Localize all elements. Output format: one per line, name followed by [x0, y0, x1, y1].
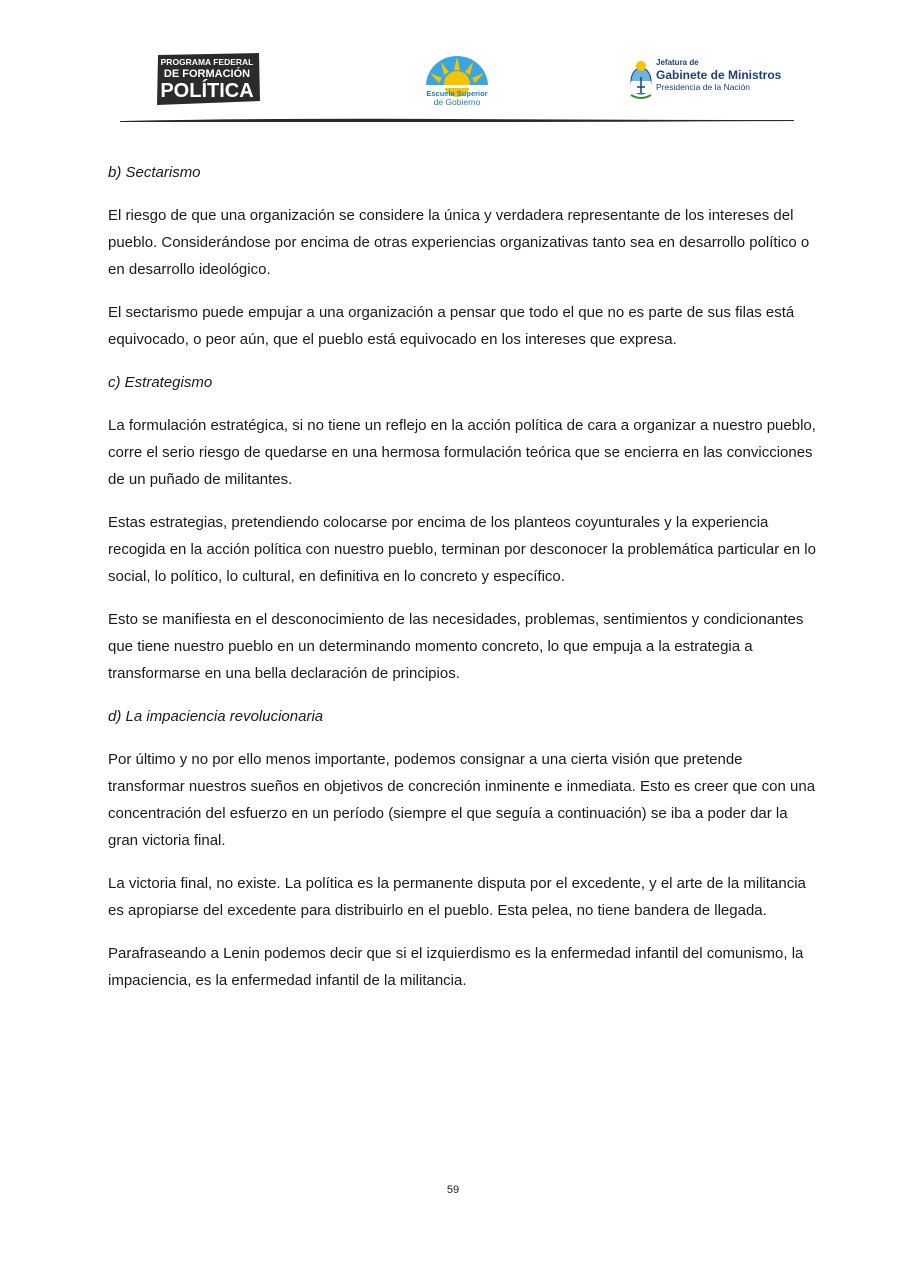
- paragraph: El sectarismo puede empujar a una organización a pensar que todo el que no es parte de sus filas está equivocado, o peor aún, que el pueblo está equivocado en los intereses que expresa.: [108, 304, 795, 348]
- paragraph: La formulación estratégica, si no tiene un reflejo en la acción política de cara a organizar a nuestro pueblo, corre el serio riesgo de quedarse en una hermosa formulación teórica que se encierra en las convicciones de un puñado de militantes.: [108, 417, 816, 488]
- logo-line-gabinete: Gabinete de Ministros: [656, 68, 782, 82]
- paragraph: El riesgo de que una organización se considere la única y verdadera representante de los intereses del pueblo. Considerándose por encima de otras experiencias organizativas tanto sea en desarrollo político o en desarrollo ideológico.: [108, 207, 810, 278]
- document-body: [108, 159, 818, 1010]
- page-number: 59: [446, 1184, 460, 1196]
- logo-line-jefatura: Jefatura de: [656, 58, 699, 67]
- header-rule: [120, 116, 794, 124]
- svg-text:Escuela Superior: Escuela Superior: [426, 89, 488, 98]
- escuela-superior-logo: [420, 52, 495, 110]
- page-header: [0, 0, 906, 130]
- jefatura-gabinete-logo: [628, 57, 782, 101]
- programa-federal-logo: [155, 52, 262, 106]
- section-heading: d) La impaciencia revolucionaria: [108, 708, 324, 725]
- paragraph: Esto se manifiesta en el desconocimiento de las necesidades, problemas, sentimientos y condicionantes que tiene nuestro pueblo en un determinando momento concreto, lo que empuja a la estrategia a transformarse en una bella declaración de principios.: [108, 611, 804, 682]
- paragraph: Parafraseando a Lenin podemos decir que si el izquierdismo es la enfermedad infantil del comunismo, la impaciencia, es la enfermedad infantil de la militancia.: [108, 945, 804, 989]
- paragraph: La victoria final, no existe. La política es la permanente disputa por el excedente, y el arte de la militancia es apropiarse del excedente para distribuirlo en el pueblo. Esta pelea, no tiene bandera de llegada.: [108, 875, 806, 919]
- svg-text:PROGRAMA FEDERAL: PROGRAMA FEDERAL: [160, 57, 254, 67]
- paragraph: Por último y no por ello menos importante, podemos consignar a una cierta visión que pretende transformar nuestros sueños en objetivos de concreción inminente e inmediata. Esto es creer que con una concentración del esfuerzo en un período (siempre el que seguía a continuación) se iba a poder dar la gran victoria final.: [108, 751, 816, 849]
- svg-text:de Gobierno: de Gobierno: [433, 97, 481, 107]
- logo-line-presidencia: Presidencia de la Nación: [656, 82, 751, 92]
- national-emblem-icon: [628, 57, 654, 101]
- svg-text:DE FORMACIÓN: DE FORMACIÓN: [163, 68, 251, 80]
- paragraph: Estas estrategias, pretendiendo colocarse por encima de los planteos coyunturales y la experiencia recogida en la acción política con nuestro pueblo, terminan por desconocer la problemática particular en lo social, lo político, lo cultural, en definitiva en lo concreto y específico.: [108, 514, 816, 585]
- section-heading: c) Estrategismo: [108, 374, 213, 391]
- svg-text:POLÍTICA: POLÍTICA: [160, 80, 254, 102]
- section-heading: b) Sectarismo: [108, 164, 201, 181]
